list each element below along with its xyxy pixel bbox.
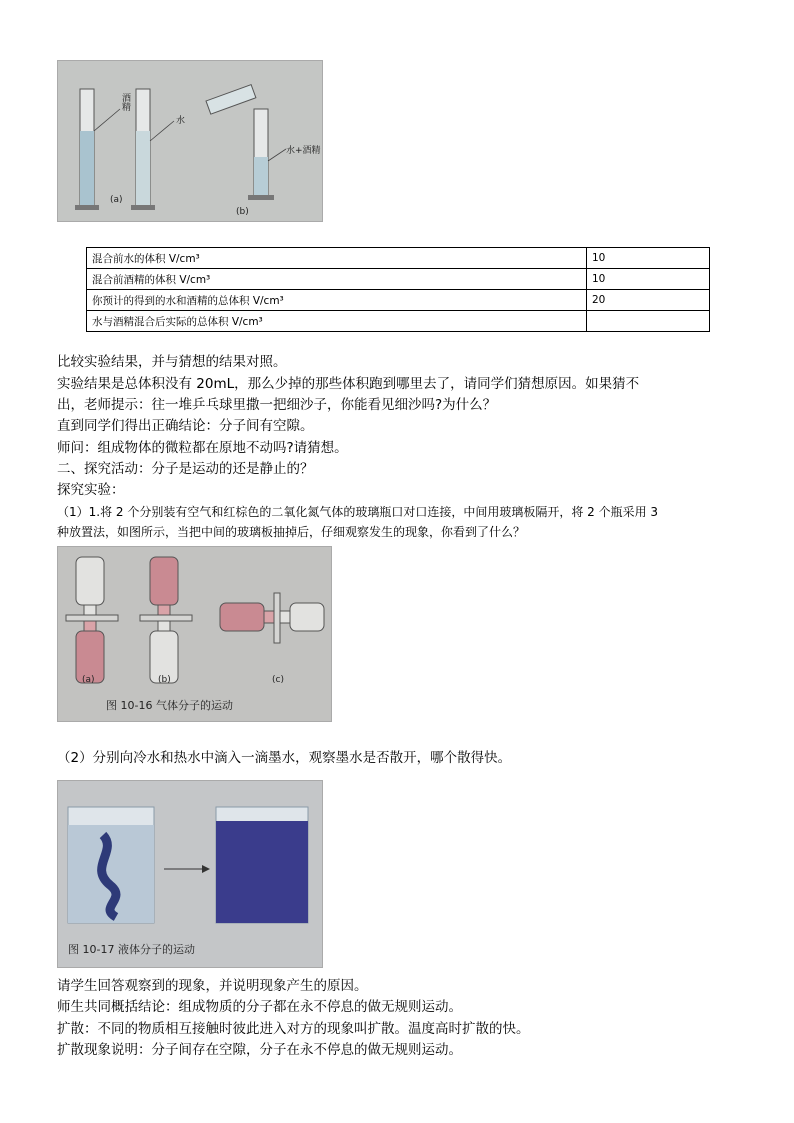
table-cell-value (587, 311, 710, 332)
paragraph: 扩散现象说明：分子间存在空隙，分子在永不停息的做无规则运动。 (57, 1042, 462, 1058)
paragraph: 师生共同概括结论：组成物质的分子都在永不停息的做无规则运动。 (57, 999, 462, 1015)
volume-table (86, 247, 710, 332)
cylinder-illustration (58, 61, 322, 221)
paragraph: 扩散：不同的物质相互接触时彼此进入对方的现象叫扩散。温度高时扩散的快。 (57, 1021, 530, 1037)
label-b: (b) (158, 675, 171, 685)
water-label: 水 (176, 116, 186, 126)
table-cell-value: 10 (587, 248, 710, 269)
section-heading: 二、探究活动：分子是运动的还是静止的？ (57, 461, 314, 477)
table-row (87, 248, 710, 269)
paragraph: 请学生回答观察到的现象，并说明现象产生的原因。 (57, 978, 368, 994)
table-cell-label: 你预计的得到的水和酒精的总体积 V/cm³ (87, 290, 587, 311)
figure-caption: 图 10-17 液体分子的运动 (68, 943, 195, 956)
paragraph: （1）1.将 2 个分别装有空气和红棕色的二氧化氮气体的玻璃瓶口对口连接，中间用玻璃板隔开，将 2 个瓶采用 3 (57, 505, 659, 519)
paragraph: 比较实验结果，并与猜想的结果对照。 (57, 354, 287, 370)
liquid-diffusion-figure (57, 780, 323, 968)
table-cell-label: 混合前水的体积 V/cm³ (87, 248, 587, 269)
cylinder-experiment-figure (57, 60, 323, 222)
paragraph: 出，老师提示：往一堆乒乓球里撒一把细沙子，你能看见细沙吗?为什么？ (57, 397, 497, 413)
mix-label: 水+酒精 (286, 146, 321, 156)
gas-bottles-illustration (58, 547, 331, 721)
paragraph: 探究实验： (57, 482, 125, 498)
table-row (87, 290, 710, 311)
paragraph: （2）分别向冷水和热水中滴入一滴墨水，观察墨水是否散开，哪个散得快。 (57, 750, 512, 766)
table-cell-label: 水与酒精混合后实际的总体积 V/cm³ (87, 311, 587, 332)
alcohol-label: 酒精 (120, 93, 130, 111)
label-a: (a) (82, 675, 95, 685)
figure-caption: 图 10-16 气体分子的运动 (106, 699, 233, 712)
paragraph: 直到同学们得出正确结论：分子间有空隙。 (57, 418, 314, 434)
paragraph: 种放置法，如图所示，当把中间的玻璃板抽掉后，仔细观察发生的现象，你看到了什么？ (57, 525, 526, 539)
paragraph: 实验结果是总体积没有 20mL，那么少掉的那些体积跑到哪里去了，请同学们猜想原因。如果猜不 (57, 376, 640, 392)
table-row (87, 269, 710, 290)
paragraph: 师问：组成物体的微粒都在原地不动吗?请猜想。 (57, 440, 348, 456)
label-a: (a) (110, 195, 123, 205)
label-b: (b) (236, 207, 249, 217)
table-cell-value: 10 (587, 269, 710, 290)
label-c: (c) (272, 675, 284, 685)
table-cell-value: 20 (587, 290, 710, 311)
beakers-illustration (58, 781, 322, 967)
table-cell-label: 混合前酒精的体积 V/cm³ (87, 269, 587, 290)
gas-diffusion-figure (57, 546, 332, 722)
table-row (87, 311, 710, 332)
